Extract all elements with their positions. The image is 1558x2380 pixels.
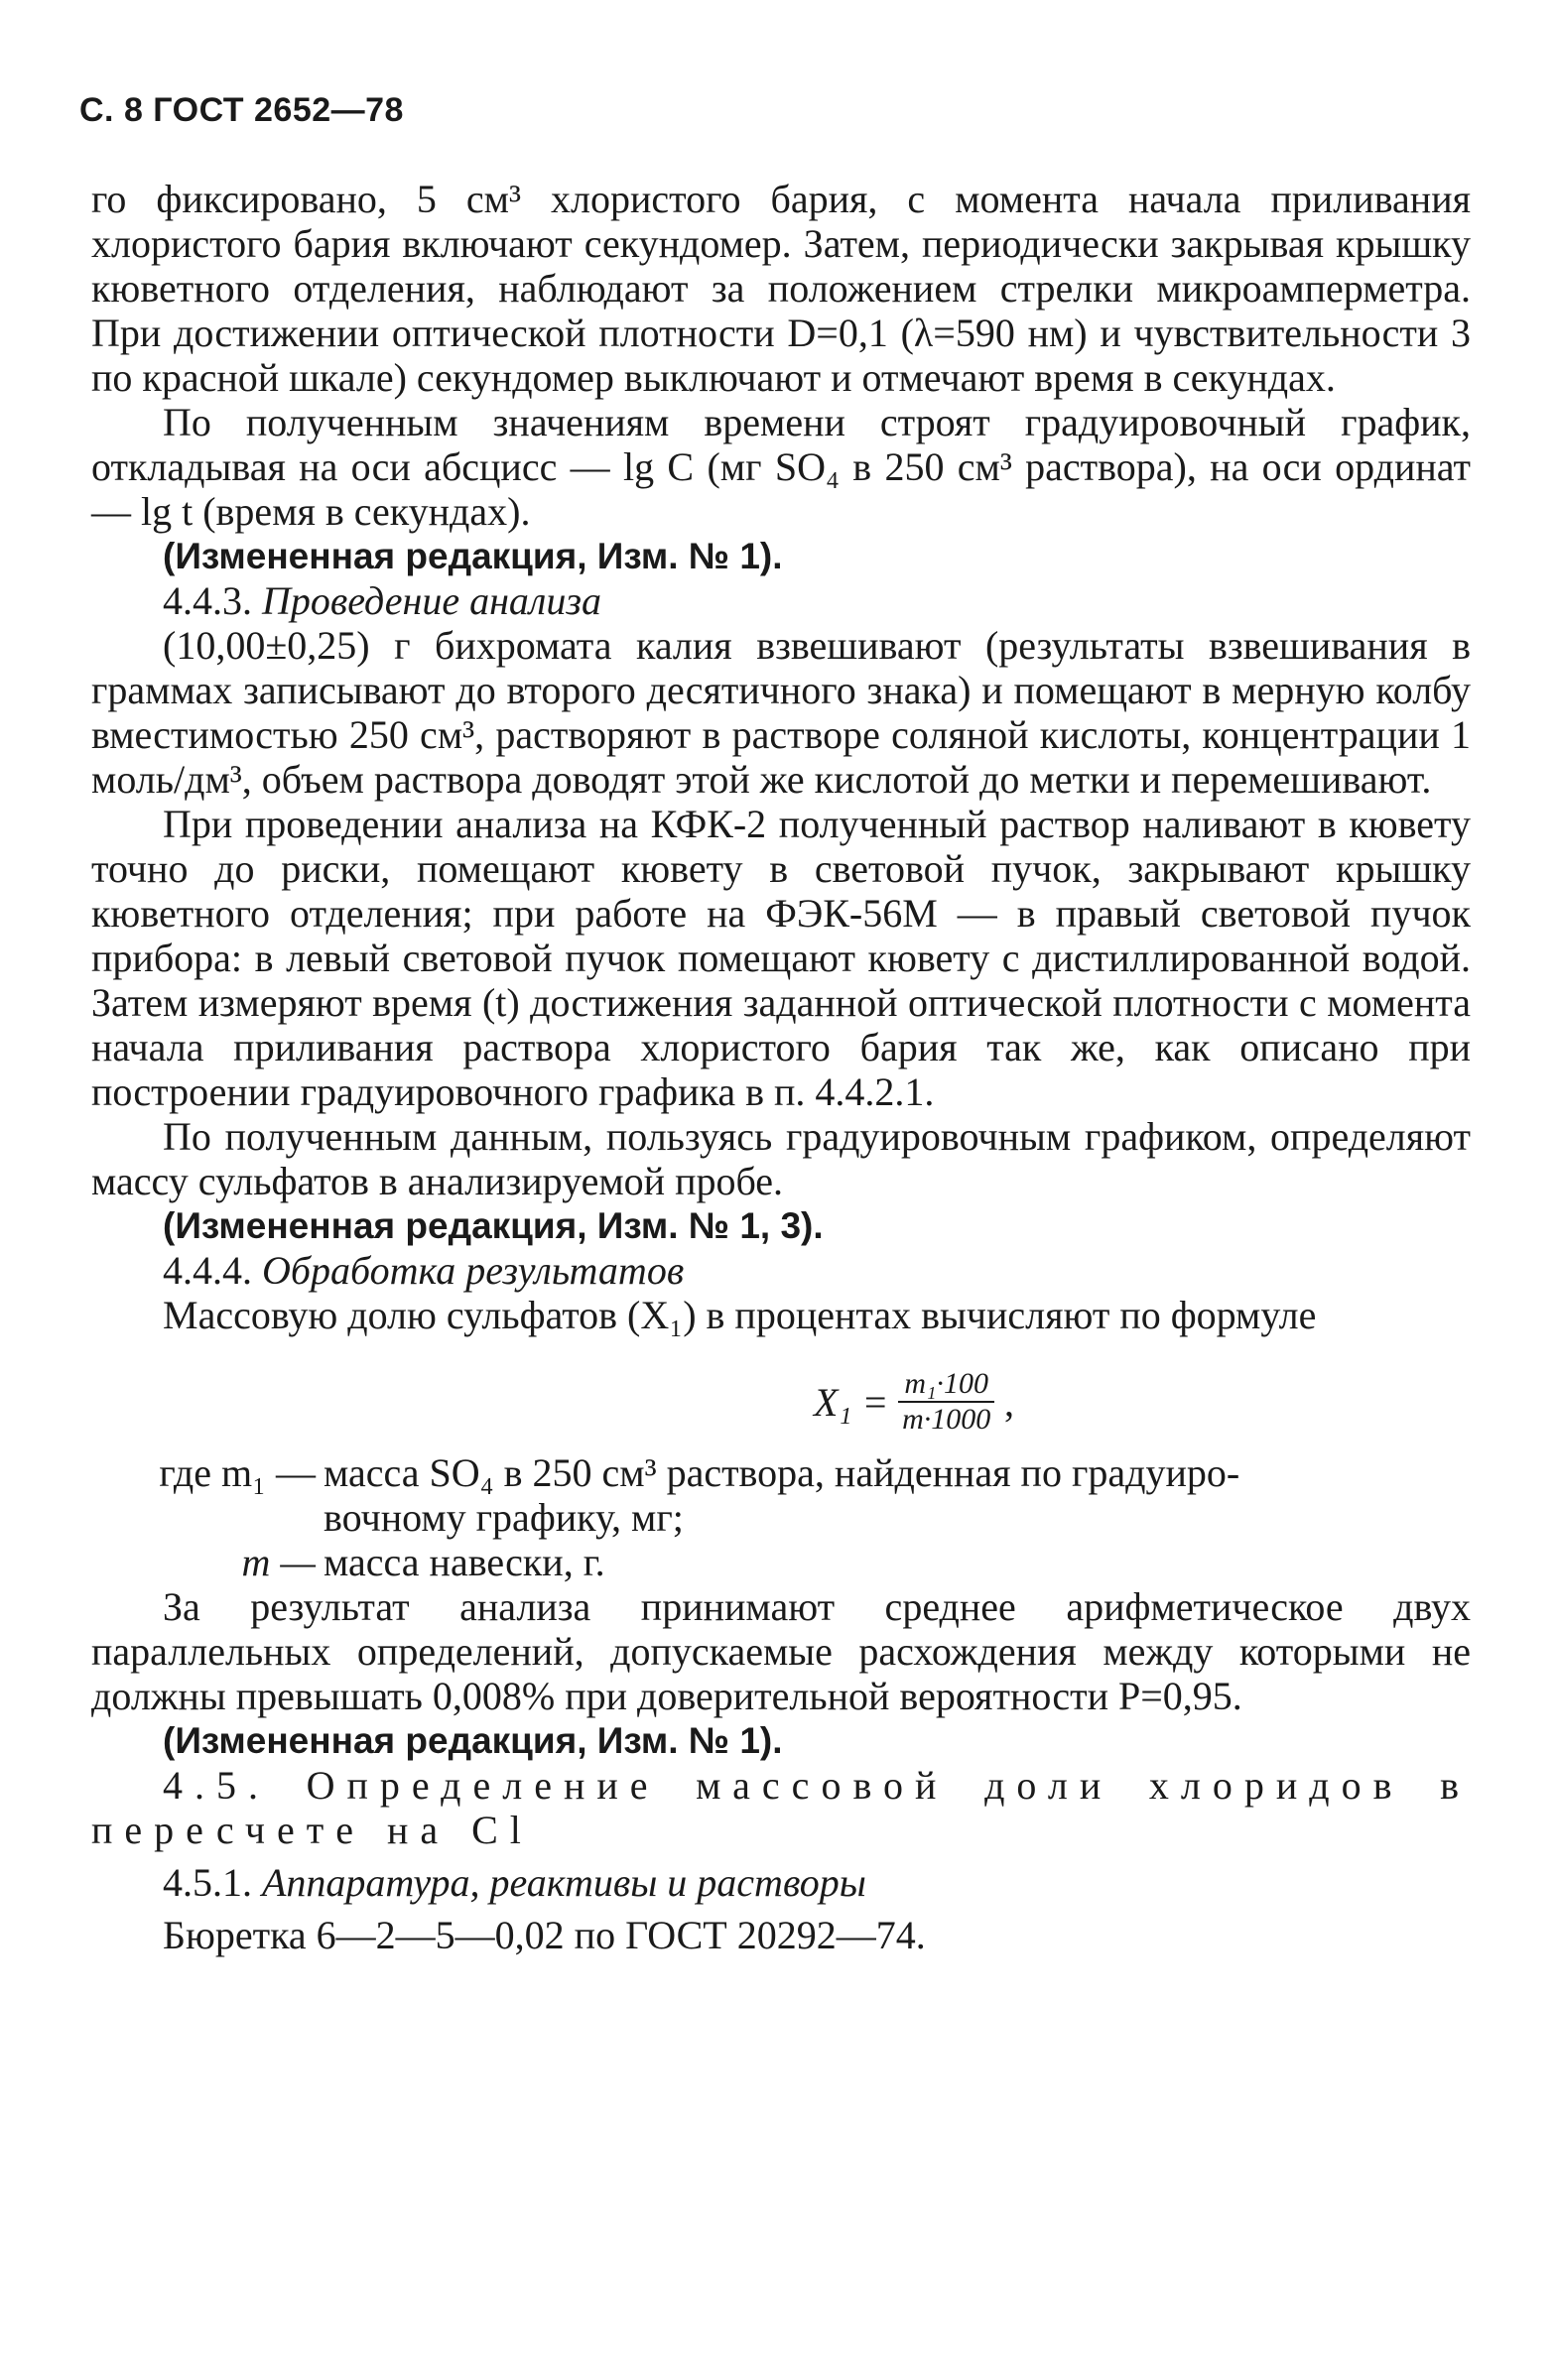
document-body: [91, 177, 1471, 1957]
section-heading: [91, 1860, 1471, 1905]
page-header: С. 8 ГОСТ 2652—78: [79, 91, 404, 129]
paragraph: го фиксировано, 5 см³ хлористого бария, с момента начала приливания хлористого бария включают секундомер. Затем, периодически закрывая крышку кюветного отделения, наблюдают за положением стрелки микроамперметра. При достижении оптической плотности D=0,1 (λ=590 нм) и чувствительности 3 по красной шкале) секундомер выключают и отмечают время в секундах.: [91, 177, 1471, 400]
section-number: 4.4.4.: [163, 1248, 252, 1293]
amendment-note: (Измененная редакция, Изм. № 1).: [163, 536, 783, 576]
formula-denominator: m·1000: [902, 1403, 991, 1436]
section-heading: [91, 578, 1471, 623]
formula-trail: ,: [1004, 1379, 1014, 1425]
section-heading: 4.5. Определение массовой доли хлоридов в пересчете на Cl: [91, 1763, 1471, 1852]
section-title: Аппаратура, реактивы и растворы: [262, 1860, 866, 1905]
legend-symbol: где m₁ —: [159, 1450, 316, 1495]
paragraph: (10,00±0,25) г бихромата калия взвешивают (результаты взвешивания в граммах записывают до второго десятичного знака) и помещают в мерную колбу вместимостью 250 см³, растворяют в растворе соляной кислоты, концентрации 1 моль/дм³, объем раствора доводят этой же кислотой до метки и перемешивают.: [91, 623, 1471, 802]
formula: [91, 1367, 1471, 1437]
legend-text: масса навески, г.: [324, 1540, 605, 1584]
formula-fraction: [898, 1367, 994, 1437]
amendment-note: (Измененная редакция, Изм. № 1).: [163, 1720, 783, 1761]
section-number: 4.4.3.: [163, 578, 252, 623]
legend-text: масса SO₄ в 250 см³ раствора, найденная по градуиро-: [324, 1450, 1240, 1495]
variable-legend: [91, 1450, 1471, 1584]
formula-numerator: m₁·100: [898, 1367, 994, 1403]
amendment-note: (Измененная редакция, Изм. № 1, 3).: [163, 1205, 824, 1246]
section-title: Обработка результатов: [262, 1248, 685, 1293]
legend-text: вочному графику, мг;: [324, 1495, 684, 1540]
section-number: 4.5.1.: [163, 1860, 252, 1905]
paragraph: По полученным значениям времени строят градуировочный график, откладывая на оси абсцисс — lg C (мг SO₄ в 250 см³ раствора), на оси ординат — lg t (время в секундах).: [91, 400, 1471, 534]
paragraph: При проведении анализа на КФК-2 полученный раствор наливают в кювету точно до риски, помещают кювету в световой пучок, закрывают крышку кюветного отделения; при работе на ФЭК-56М — в правый световой пучок прибора: в левый световой пучок помещают кювету с дистиллированной водой. Затем измеряют время (t) достижения заданной оптической плотности с момента начала приливания раствора хлористого бария так же, как описано при построении градуировочного графика в п. 4.4.2.1.: [91, 802, 1471, 1114]
paragraph: Бюретка 6—2—5—0,02 по ГОСТ 20292—74.: [163, 1913, 926, 1957]
section-title: Проведение анализа: [262, 578, 601, 623]
section-heading: [91, 1248, 1471, 1293]
paragraph: По полученным данным, пользуясь градуировочным графиком, определяют массу сульфатов в анализируемой пробе.: [91, 1114, 1471, 1203]
formula-lhs: X₁ =: [814, 1379, 889, 1425]
paragraph: Массовую долю сульфатов (X₁) в процентах вычисляют по формуле: [163, 1293, 1317, 1337]
paragraph: За результат анализа принимают среднее арифметическое двух параллельных определений, допускаемые расхождения между которыми не должны превышать 0,008% при доверительной вероятности P=0,95.: [91, 1584, 1471, 1718]
legend-symbol: m —: [241, 1540, 316, 1584]
